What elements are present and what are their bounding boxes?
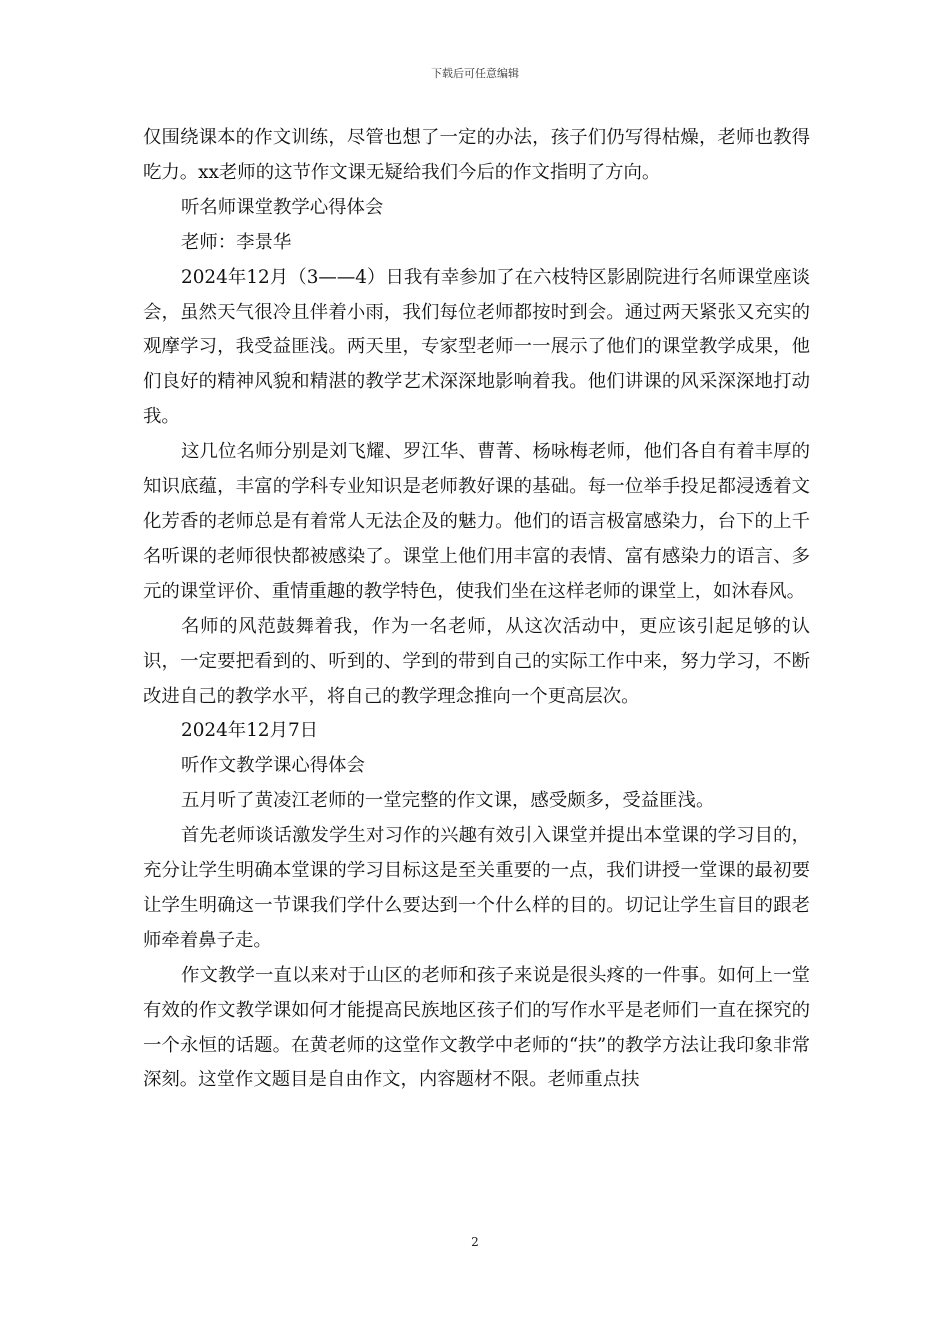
page-header: 下载后可任意编辑 — [431, 67, 519, 80]
paragraph-may-lesson: 五月听了黄凌江老师的一堂完整的作文课，感受颇多，受益匪浅。 — [181, 790, 715, 812]
paragraph-seminar: 2024年12月（3——4）日我有幸参加了在六枝特区影剧院进行名师课堂座谈会，虽然天气很冷且伴着小雨，我们每位老师都按时到会。通过两天紧张又充实的观摩学习，我受益匪浅。两天里，专家型老师一一展示了他们的课堂教学成果，他们良好的精神风貌和精湛的教学艺术深深地影响着我。他们讲课的风采深深地打动我。 — [143, 266, 810, 428]
paragraph-learning-goals: 首先老师谈话激发学生对习作的兴趣有效引入课堂并提出本堂课的学习目的，充分让学生明确本堂课的学习目标这是至关重要的一点，我们讲授一堂课的最初要让学生明确这一节课我们学什么要达到一个什么样的目的。切记让学生盲目的跟老师牵着鼻子走。 — [143, 825, 810, 951]
page-number: 2 — [471, 1235, 479, 1249]
author-line: 老师：李景华 — [181, 231, 292, 253]
paragraph-composition-teaching: 作文教学一直以来对于山区的老师和孩子来说是很头疼的一件事。如何上一堂有效的作文教学课如何才能提高民族地区孩子们的写作水平是老师们一直在探究的一个永恒的话题。在黄老师的这堂作文教学中老师的“扶”的教学方法让我印象非常深刻。这堂作文题目是自由作文，内容题材不限。老师重点扶 — [143, 964, 810, 1091]
section-title-famous-teacher: 听名师课堂教学心得体会 — [181, 196, 384, 218]
document-body — [143, 121, 810, 1098]
paragraph-inspiration: 名师的风范鼓舞着我，作为一名老师，从这次活动中，更应该引起足够的认识，一定要把看到的、听到的、学到的带到自己的实际工作中来，努力学习，不断改进自己的教学水平，将自己的教学理念推向一个更高层次。 — [143, 615, 810, 707]
paragraph-continuation: 仅围绕课本的作文训练，尽管也想了一定的办法，孩子们仍写得枯燥，老师也教得吃力。xx老师的这节作文课无疑给我们今后的作文指明了方向。 — [143, 127, 810, 183]
section-title-composition: 听作文教学课心得体会 — [181, 755, 365, 777]
paragraph-teachers: 这几位名师分别是刘飞耀、罗江华、曹菁、杨咏梅老师，他们各自有着丰厚的知识底蕴，丰富的学科专业知识是老师教好课的基础。每一位举手投足都浸透着文化芳香的老师总是有着常人无法企及的魅力。他们的语言极富感染力，台下的上千名听课的老师很快都被感染了。课堂上他们用丰富的表情、富有感染力的语言、多元的课堂评价、重情重趣的教学特色，使我们坐在这样老师的课堂上，如沐春风。 — [143, 441, 810, 602]
date-line: 2024年12月7日 — [181, 720, 319, 742]
